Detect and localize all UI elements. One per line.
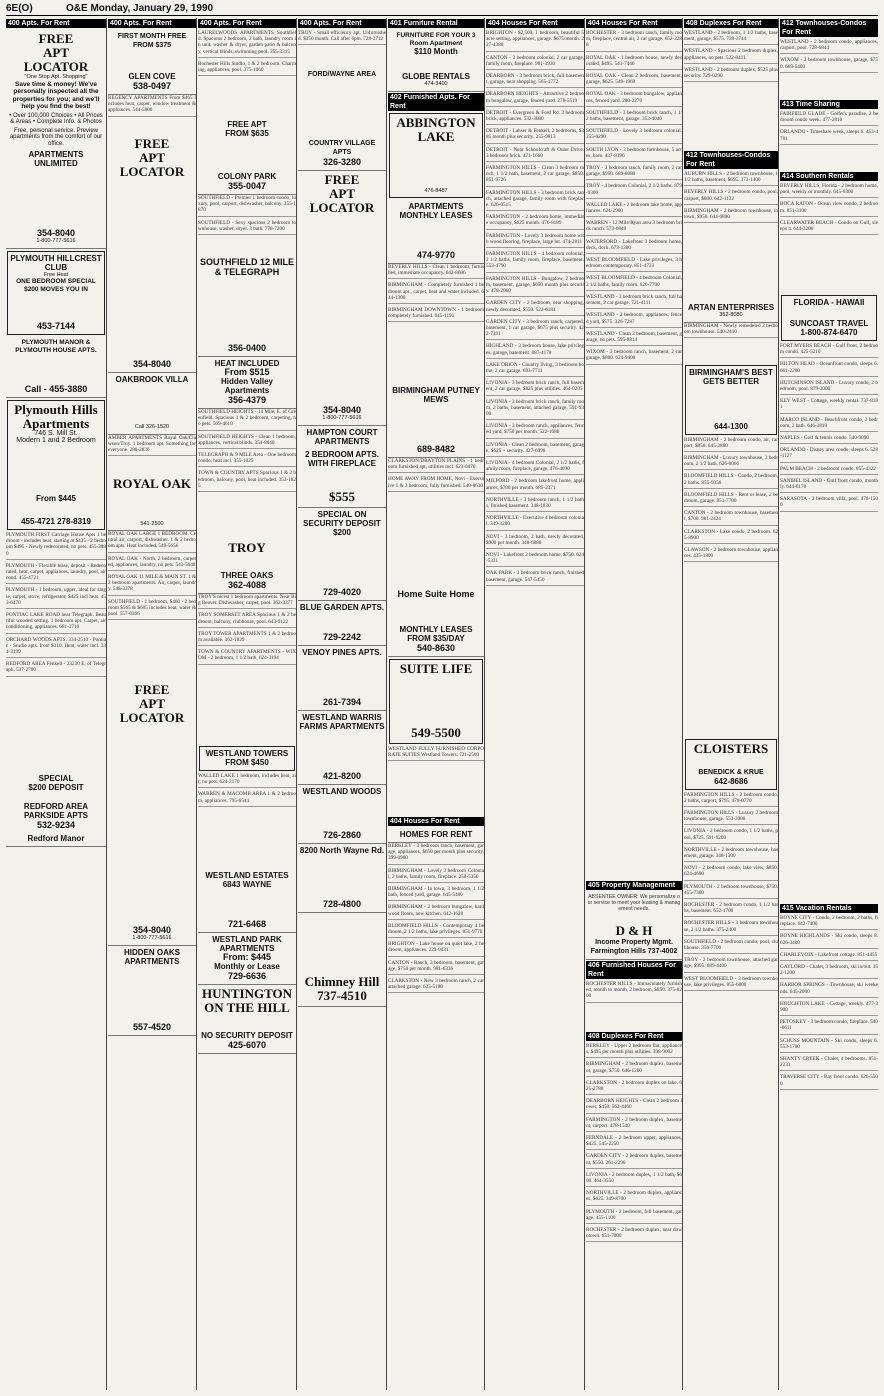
classified-listings: WALLED LAKE 1 bedroom, includes heat, air, no pets. 624-3170 WARREN & MACOMB AREA 1 & 2 bedroom, appliances. 795-6544 [198, 773, 296, 869]
category-heading: 408 Duplexes For Rent [586, 1032, 682, 1041]
ad-title: SPECIAL [38, 774, 74, 783]
ad-phone: Call - 455-3880 [24, 384, 88, 394]
suite-life-ad [389, 659, 483, 744]
ad-title: BIRMINGHAM PUTNEY MEWS [392, 386, 480, 404]
ad-area: REDFORD AREA [23, 802, 89, 811]
category-heading: 415 Vacation Rentals [780, 904, 878, 913]
ad-phone-tollfree: 1-800-777-5616 [132, 935, 172, 941]
ad-phone: 540-8630 [416, 643, 456, 653]
ad-phone: 644-1300 [714, 421, 748, 431]
ad-phone: 352-8080 [719, 312, 743, 318]
birmingham-best-ad [685, 365, 777, 435]
ad-title: COUNTRY VILLAGE APTS [308, 140, 376, 156]
ad-title: WESTLAND ESTATES [205, 871, 289, 880]
category-heading: 412 Townhouses-Condos For Rent [684, 151, 778, 169]
hidden-oaks-ad [108, 946, 196, 1036]
ad-phone: Call 326-1520 [134, 424, 170, 430]
globe-rentals-ad [388, 30, 484, 92]
ad-phone: 729-4020 [322, 586, 362, 597]
ad-title: TROY [228, 540, 266, 555]
warris-farms-ad [298, 711, 386, 785]
column-6 [486, 18, 585, 1390]
royal-oak-ad [108, 475, 196, 532]
cloisters-ad [685, 739, 777, 790]
ad-name: GLOBE RENTALS [402, 72, 470, 81]
twelve-mile-ad [198, 255, 296, 357]
home-suite-home-ad [388, 588, 484, 657]
column-1 [6, 18, 107, 1390]
classified-listings: ROYAL OAK LARGE 1 BEDROOM. Central air, carport, dishwasher. 1 & 2 bedroom apts. Heat included. 549-5656 ROYAL OAK - North. 2 bedroom, carpeted, appliances, laundry, no pets. 543-5640 ROYAL OAK 11 MILE & MAIN ST. 1 & 2 bedroom apartments. Air, carpet, laundry. 548-3378 SOUTHFIELD - 1 bedroom, $460 - 2 bedroom $565 & $605 includes heat, water & pool. 557-0366 [108, 531, 196, 681]
plymouth-hills-ad [7, 400, 105, 530]
ad-phone: 261-7394 [322, 696, 362, 707]
ad-phone: 356-4379 [227, 395, 267, 405]
masthead: O&E Monday, January 29, 1990 [66, 3, 214, 14]
classified-listings: BIRMINGHAM - Newly remodeled 2 bedroom townhouse. 540-2410 [684, 323, 778, 363]
ad-title: BLUE GARDEN APTS. [299, 602, 385, 612]
westland-park-ad [198, 933, 296, 985]
classified-listings: FAIRFIELD GLADE - Golfer's paradise, 2 bedroom condo week. 477-2810 ORLANDO - Timeshare week, sleeps 6. 453-4701 [780, 111, 878, 171]
apt-locator-ad [6, 30, 106, 249]
ad-tagline: "One Stop Apt. Shopping" [24, 74, 88, 80]
classified-listings: AUBURN HILLS - 2 bedroom townhouse, 1 1/2 baths, basement, $695. 373-1400 BEVERLY HILLS - 2 bedroom condo, pool, carport, $800. 642-1122 BIRMINGHAM - 2 bedroom townhouse, in town, $950. 644-6800 [684, 171, 778, 301]
ad-address: 6843 WAYNE [222, 880, 272, 889]
ad-title: HEAT INCLUDED [214, 359, 280, 368]
ad-phone: 557-4520 [132, 1021, 172, 1032]
homes-for-rent-ad [388, 828, 484, 843]
column-5 [388, 18, 485, 1390]
category-heading: 413 Time Sharing [780, 100, 878, 109]
ad-phone: 532-9234 [36, 820, 76, 830]
category-heading: 401 Furniture Rental [388, 19, 484, 28]
ad-title: ABBINGTON LAKE [396, 114, 476, 144]
ad-sub: Income Property Mgmt. [595, 939, 673, 946]
ad-bullets: • Over 100,000 Choices • All Prices & Areas • Complete Info. & Photos [9, 112, 103, 125]
ad-phone: 356-0400 [227, 343, 267, 353]
ad-locator: LOCATOR [309, 200, 375, 215]
column-7 [586, 18, 683, 1390]
ad-name: Hidden Valley Apartments [220, 377, 274, 395]
ad-free: FREE [134, 682, 170, 697]
ad-free: FREE [38, 31, 74, 46]
ad-apt: APT [139, 150, 165, 165]
ad-title: D & H [615, 923, 653, 938]
classified-listings: BRIGHTON - $2,500, 1 bedroom, beautiful 5 acre setting, appliances, garage. $675/month. 227-4380 CANTON - 3 bedroom colonial, 2 car garage, family room, fireplace. 981-3930 DEARBORN - 3 bedroom brick, full basement, garage, near shopping. 565-1772 DEARBORN HEIGHTS - Attractive 2 bedroom bungalow, garage, fenced yard. 278-5519 DETROIT - Evergreen & Ford Rd. 3 bedroom brick, appliances. 532-3080 DETROIT - Lahser & Fenkell, 2 bedrooms, $385 month plus security. 255-9813 DETROIT - Near Schoolcraft & Outer Drive. 3 bedroom brick. 471-1660 FARMINGTON HILLS - Clean 3 bedroom ranch, 1 1/2 bath, basement, 2 car garage, $850. 851-9726 FARMINGTON HILLS - 3 bedroom brick ranch, attached garage, family room with fireplace. 626-0515 FARMINGTON - 2 bedroom home, immediate occupancy, $625 month. 476-8189 FARMINGTON - Lovely 3 bedroom home with wood flooring, fireplace, large lot. 474-2811 FARMINGTON HILLS - 4 bedroom colonial, 2 1/2 baths, family room, fireplace, basement. 553-4790 FARMINGTON HILLS - Bungalow, 2 bedroom, basement, garage, $650 month plus security. 478-2060 GARDEN CITY - 2 bedroom, near shopping, newly decorated, $550. 522-6184 GARDEN CITY - 3 bedroom ranch, carpeted, basement, 1 car garage, $675 plus security. 422-7391 HIGHLAND - 3 bedroom house, lake privileges, garage, basement. 887-4170 LAKE ORION - Country living, 3 bedroom home, 2 car garage. 693-7711 LIVONIA - 3 bedroom brick ranch, full basement, 2 car garage, $825 plus utilities. 464-0205 LIVONIA - 3 bedroom brick ranch, family room, 2 baths, basement, attached garage. 591-9300 LIVONIA - 3 bedroom ranch, appliances, fenced yard, $750 per month. 522-1080 LIVONIA - Clean 2 bedroom, basement, garage, $625 + security. 427-6990 LIVONIA - 4 bedroom Colonial, 2 1/2 baths, family room, fireplace, garage. 476-4090 MILFORD - 2 bedroom lakefront home, appliances, $700 per month. 685-2371 NORTHVILLE - 3 bedroom ranch, 1 1/2 baths, finished basement. 348-1830 NORTHVILLE - Executive 4 bedroom colonial. 349-3200 NOVI - 3 bedroom, 2 bath, newly decorated, $900 per month. 348-6880 NOVI - Lakefront 2 bedroom home, $750. 624-5331 OAK PARK - 3 bedroom brick ranch, finished basement, garage. 547-5450 [486, 30, 584, 1370]
ad-phone-tollfree: 1-800-777-5616 [322, 415, 362, 421]
ad-phone: 474-9770 [416, 250, 456, 260]
classified-listings: BIRMINGHAM - 2 bedroom condo, air, carport, $850. 645-2880 BIRMINGHAM - Luxury townhouse, 3 bedroom, 2 1/2 bath. 626-0066 BLOOMFIELD HILLS - Condo, 2 bedroom, 2 baths. 855-9350 BLOOMFIELD HILLS - Rent or lease, 2 bedroom, garage. 851-7700 CANTON - 2 bedroom townhouse, basement, $700. 981-2424 CLARKSTON - Lake condo, 2 bedroom. 625-8900 CLAWSON - 2 bedroom townhouse, appliances. 435-1800 [684, 437, 778, 737]
ad-phone: 425-6070 [227, 1040, 267, 1050]
ad-title: FLORIDA - HAWAII [793, 298, 865, 307]
category-heading: 412 Townhouses-Condos For Rent [780, 19, 878, 37]
huntington-ad [198, 985, 296, 1054]
ad-locator: LOCATOR [23, 59, 89, 74]
ad-price: $555 [329, 488, 355, 504]
classified-listings: BEVERLY HILLS - Clean 1 bedroom, furnished, immediate occupancy. 642-8686 BIRMINGHAM - Completely furnished 1 bedroom apt., carpet, heat and water included. 644-1300 BIRMINGHAM DOWNTOWN - 1 bedroom completely furnished. 645-1191 [388, 264, 484, 384]
ad-free: FREE [134, 136, 170, 151]
ad-title: WESTLAND TOWERS [205, 749, 289, 758]
ad-offer: ONE BEDROOM SPECIAL $200 MOVES YOU IN [16, 278, 96, 293]
ad-title: WESTLAND WARRIS FARMS APARTMENTS [299, 712, 385, 731]
ad-title: FREE APT [227, 120, 267, 129]
ad-offer: $200 DEPOSIT [28, 783, 84, 792]
free-apt-ad [198, 118, 296, 195]
oakbrook-ad [108, 373, 196, 435]
artan-ad [684, 301, 778, 323]
security-deposit-ad [298, 508, 386, 601]
category-heading: 404 Houses For Rent [486, 19, 584, 28]
ad-apt: APT [139, 696, 165, 711]
ad-title: APARTMENTS MONTHLY LEASES [399, 202, 473, 220]
classified-listings: BERKLEY - 3 bedroom ranch, basement, garage, appliances, $650 per month plus security. 399-0900 BIRMINGHAM - Lovely 3 bedroom Colonial, 2 baths, family room, fireplace. 258-5350 BIRMINGHAM - In town, 3 bedroom, 1 1/2 bath, fenced yard, garage. 645-5400 BIRMINGHAM - 2 bedroom bungalow, hardwood floors, new kitchen. 642-1620 BLOOMFIELD HILLS - Contemporary 4 bedroom, 2 1/2 baths, lake privileges. 851-9770 BRIGHTON - Lake house on quiet lake, 2 bedroom, appliances. 229-9431 CANTON - Ranch, 3 bedroom, basement, garage, $750 per month. 981-6336 CLARKSTON - New 3 bedroom ranch, 2 car attached garage. 625-5180 [388, 843, 484, 1173]
ad-sub: Modern 1 and 2 Bedroom [16, 436, 96, 444]
ad-name: GLEN COVE [128, 72, 176, 81]
classified-listings: SOUTHFIELD HEIGHTS - 14 Mile, E. of Greenfield. Spacious 1 & 2 bedroom, carpeting, no pets. 569-4610 SOUTHFIELD HEIGHTS - Clean 1 bedroom, appliances, vertical blinds. 354-8040 TELEGRAPH & 9 MILE Area - One bedroom condo, heat incl. 355-1025 TOWN & COUNTRY APTS Spacious 1 & 2 bedroom, balcony, pool, heat included. 353-1825 [198, 409, 296, 539]
glen-cove-ad [108, 30, 196, 95]
ad-title: WESTLAND PARK APARTMENTS [212, 935, 282, 953]
ad-phone: 326-3280 [322, 157, 362, 167]
classified-listings: WESTLAND FULLY FURNISHED CORPORATE SUITES Westland Towers. 721-2500 [388, 746, 484, 816]
ad-sub: BENEDICK & KRUE [698, 768, 764, 776]
ad-title: PLYMOUTH HILLCREST CLUB [10, 253, 102, 272]
column-8 [684, 18, 779, 1390]
ad-phone: 729-2242 [322, 631, 362, 642]
ad-title: ARTAN ENTERPRISES [687, 303, 775, 312]
category-heading: 406 Furnished Houses For Rent [586, 961, 682, 979]
classified-listings: BERKLEY - Upper 2 bedroom flat, appliances, $495 per month plus utilities. 398-9002 BIRMINGHAM - 2 bedroom duplex, basement, garage, $750. 646-1200 CLARKSTON - 2 bedroom duplex on lake. 625-2780 DEARBORN HEIGHTS - Clean 2 bedroom lower, $450. 562-4460 FARMINGTON - 2 bedroom duplex, basement, carport. 478-1540 FERNDALE - 2 bedroom upper, appliances, $425. 545-2250 GARDEN CITY - 2 bedroom duplex, basement, $550. 261-2290 LIVONIA - 2 bedroom duplex, 1 1/2 bath, $600. 464-3550 NORTHVILLE - 2 bedroom duplex, appliances, $625. 349-8700 PLYMOUTH - 2 bedroom, full basement, garage. 455-1100 ROCHESTER - 2 bedroom duplex, near downtown. 651-7000 [586, 1043, 682, 1343]
ad-title: HOMES FOR RENT [399, 830, 473, 839]
ad-manor: Redford Manor [27, 834, 85, 843]
ad-phone: 642-8686 [714, 776, 748, 786]
ad-title: 8200 North Wayne Rd. [299, 845, 385, 855]
classified-listings: BOYNE CITY - Condo, 2 bedroom, 2 baths, fireplace. 642-7400 BOYNE HIGHLANDS - Ski condo, sleeps 8. 626-3400 CHARLEVOIX - Lakefront cottage. 851-4455 GAYLORD - Chalet, 3 bedroom, ski in/out. 352-1200 HARBOR SPRINGS - Townhouse, ski weekends. 645-2000 HOUGHTON LAKE - Cottage, weekly. 477-3900 PETOSKEY - 3 bedroom condo, fireplace. 540-6611 SCHUSS MOUNTAIN - Ski condo, sleeps 6. 553-1700 SHANTY CREEK - Chalet, 4 bedrooms. 851-2233 TRAVERSE CITY - Bay front condo. 626-5500 [780, 915, 878, 1295]
ad-title: VENOY PINES APTS. [302, 647, 382, 657]
ad-phone: 737-4510 [317, 987, 367, 1003]
ad-phone-tollfree: 1-800-777-5616 [36, 238, 76, 244]
putney-mews-ad [388, 384, 484, 458]
category-heading: 400 Apts. For Rent [108, 19, 196, 28]
classified-listings: TROY'S nicest 1 bedroom apartments. Near Big Beaver. Dishwasher, carpet, pool. 362-3377 TROY SOMERSET AREA Spacious 1 & 2 bedroom, balcony, clubhouse, pool. 643-9122 TROY TOWER APARTMENTS 1 & 2 bedroom available. 362-1829 TOWN & COUNTRY APARTMENTS - WIXOM - 2 bedroom, 1 1/2 bath, 624-3194 [198, 594, 296, 744]
apt-locator-ad [108, 135, 196, 373]
ad-brand: APARTMENTS UNLIMITED [28, 150, 84, 168]
category-heading: 414 Southern Rentals [780, 172, 878, 181]
category-heading: 404 Houses For Rent [388, 817, 484, 826]
country-village-ad [298, 68, 386, 171]
ad-title: SPECIAL ON SECURITY DEPOSIT $200 [303, 509, 381, 537]
ad-phone: 728-4800 [322, 898, 362, 909]
ad-phone: 549-5500 [411, 725, 461, 740]
ad-phone: 354-8040 [132, 925, 172, 935]
ad-title: CLOISTERS [693, 740, 769, 756]
ad-phone: 354-8040 [36, 228, 76, 238]
ad-offer: 2 BEDROOM APTS. WITH FIREPLACE [305, 449, 379, 468]
category-heading: 408 Duplexes For Rent [684, 19, 778, 28]
ad-title: SOUTHFIELD 12 MILE & TELEGRAPH [199, 257, 294, 277]
hampton-court-ad [298, 426, 386, 508]
ad-price: From: $445 [222, 952, 272, 962]
ad-name: PARKSIDE APTS [23, 811, 88, 820]
ad-name: THREE OAKS [220, 571, 274, 580]
ad-title: Home Suite Home [397, 589, 475, 599]
page-header [6, 3, 878, 16]
ad-name: SUNCOAST TRAVEL [789, 319, 869, 328]
ad-phone: 476-8487 [424, 187, 448, 194]
classified-listings: FORT MYERS BEACH - Gulf front, 2 bedroom condo. 425-5210 HILTON HEAD - Oceanfront condo, sleeps 6. 661-2200 HUTCHINSON ISLAND - Luxury condo, 2 bedroom, pool. 879-3000 KEY WEST - Cottage, weekly rental. 737-8181 MARCO ISLAND - Beachfront condo, 2 bedroom, 2 bath. 646-3810 NAPLES - Golf & tennis condo. 540-9090 ORLANDO - Disney area condo, sleeps 6. 528-1127 PALM BEACH - 2 bedroom condo. 855-4322 SANIBEL ISLAND - Gulf front condo, monthly. 644-6170 SARASOTA - 2 bedroom villa, pool. 478-1500 [780, 343, 878, 903]
classified-listings: WESTLAND - 2 bedroom condo, appliances, carport, pool. 728-6844 WIXOM - 2 bedroom townhouse, garage, $750. 669-5400 [780, 39, 878, 99]
ad-sub: Free Heat [43, 271, 69, 278]
ad-phone: 453-7144 [36, 321, 76, 331]
monthly-leases-ad [388, 200, 484, 264]
special-deposit-ad [6, 772, 106, 847]
ad-phone: 541-2500 [140, 520, 164, 527]
category-heading: 404 Houses For Rent [586, 19, 682, 28]
classified-listings: BEVERLY HILLS, Florida - 2 bedroom home, pool, weekly or monthly. 645-6300 BOCA RATON - Ocean view condo, 2 bedroom. 851-3100 CLEARWATER BEACH - Condo on Gulf, sleeps 4. 644-3200 [780, 183, 878, 293]
westland-woods-ad [298, 785, 386, 844]
ad-phone: 689-8482 [416, 444, 456, 454]
ad-phone: 721-6468 [227, 919, 267, 929]
ad-offer: FROM $450 [225, 758, 269, 767]
category-heading: 402 Furnished Apts. For Rent [388, 93, 484, 111]
ad-price: FROM $375 [132, 42, 172, 49]
westland-estates-ad [198, 869, 296, 933]
classified-listings: PLYMOUTH FIRST Carriage House Apts 1 bedroom - includes heat, starting at $435 - 2 bedroom $495 - Newly redecorated, no pets. 455-3880 PLYMOUTH - Flexible lease, deposit - Redecorated, heat, carpet, appliances, laundry, pool, air cond. 455-4721 PLYMOUTH - 1 bedroom, upper, ideal for single, carpet, stove, refrigerator, $425 incl heat. 453-6470 PONTIAC LAKE ROAD near Telegraph. Beautiful wooded setting. 1 bedroom apt. Carpet, air conditioning, appliances. 681-3710 ORCHARD WOODS APTS. 334-2510 - Pontiac - Studio apts. from $310. Heat, water incl. 334-3199 REDFORD AREA Fenkell - 23230 E. of Telegraph. 537-2700 [6, 532, 106, 772]
ad-title: FURNITURE FOR YOUR 3 Room Apartment [396, 32, 476, 47]
apt-locator-ad [298, 171, 386, 426]
ad-address: 746 S. Mill St. [34, 430, 78, 437]
wayne-rd-ad [298, 844, 386, 913]
classified-listings: WESTLAND - 2 bedroom, 1 1/2 baths, basement, garage, $575. 728-3744 WESTLAND - Spacious 2 bedroom duplex, appliances, no pets. 522-8411 WESTLAND - 2 bedroom duplex, $525 plus security. 729-0290 [684, 30, 778, 150]
category-heading: 405 Property Management [586, 881, 682, 890]
ad-pitch: Save time & money! We've personally inspected all the properties for you; and we'll help you find the best! [12, 80, 100, 110]
suncoast-travel-ad [781, 295, 877, 341]
ad-phone: 354-8040 [322, 405, 362, 415]
ad-lease: Monthly or Lease [214, 962, 280, 971]
dh-property-ad [586, 892, 682, 960]
classified-listings: ABSENTEE OWNER: We personalize our service to meet your leasing & management needs. [587, 894, 681, 913]
ad-locator: LOCATOR [119, 710, 185, 725]
ad-title: PLYMOUTH MANOR & PLYMOUTH HOUSE APTS. [15, 339, 97, 354]
category-heading: 400 Apts. For Rent [6, 19, 106, 28]
ad-phone: 726-2860 [322, 829, 362, 840]
ad-phone: 421-8200 [322, 770, 362, 781]
hillcrest-ad [7, 251, 105, 336]
classified-listings: TROY - Small efficiency apt. Unfurnished. $350 month. Call after 6pm. 728-3712 [298, 30, 386, 68]
ad-title: ROYAL OAK [113, 475, 191, 491]
ad-title: HUNTINGTON ON THE HILL [201, 986, 293, 1015]
ad-title: HIDDEN OAKS APARTMENTS [123, 947, 180, 966]
ad-area: FORD/WAYNE AREA [307, 71, 377, 78]
ad-phone: 354-8040 [132, 359, 172, 369]
classified-listings: ROCHESTER - 3 bedroom ranch, family room, fireplace, central air, 2 car garage. 652-2288 ROYAL OAK - 1 bedroom house, newly decorated, $495. 541-7440 ROYAL OAK - Clean 2 bedroom, basement, garage, $625. 549-1969 ROYAL OAK - 3 bedroom bungalow, appliances, fenced yard. 280-2270 SOUTHFIELD - 3 bedroom brick ranch, 1 1/2 baths, basement, garage. 353-4040 SOUTHFIELD - Lovely 3 bedroom colonial. 355-0290 SOUTH LYON - 3 bedroom farmhouse, 5 acres, barn. 437-8196 TROY - 3 bedroom ranch, family room, 2 car garage, $950. 689-8080 TROY - 4 bedroom Colonial, 2 1/2 baths. 879-9300 WALLED LAKE - 2 bedroom lake home, appliances. 624-2900 WARREN - 12 Mile/Ryan area 3 bedroom brick ranch. 573-6840 WATERFORD - Lakefront 3 bedroom home, deck, dock. 673-1300 WEST BLOOMFIELD - Lake privileges, 3 bedroom contemporary. 851-4733 WEST BLOOMFIELD - 4 bedroom Colonial, 2 1/2 baths, family room. 626-7700 WESTLAND - 3 bedroom brick ranch, full basement, 2 car garage. 721-4111 WESTLAND - 2 bedroom, appliances, fenced yard, $575. 326-7287 WESTLAND - Clean 3 bedroom, basement, garage, no pets. 595-8814 WIXOM - 3 bedroom ranch, basement, 2 car garage, $800. 624-9400 [586, 30, 682, 880]
ad-apt: APT [43, 45, 69, 60]
westland-towers-ad [199, 746, 295, 771]
ad-price: From $445 [35, 494, 77, 503]
ad-title: Chimney Hill [304, 973, 380, 989]
ad-locator: LOCATOR [119, 164, 185, 179]
ad-title: SUITE LIFE [399, 661, 473, 676]
troy-ad [198, 539, 296, 594]
classified-listings: ROCHESTER HILLS - Immaculately furnished, month to month, 2 bedroom, $850. 375-0200 [586, 981, 682, 1031]
ad-price: From $515 [224, 367, 270, 377]
ad-price: FROM $635 [225, 129, 269, 138]
ad-lease: MONTHLY LEASES FROM $35/DAY [399, 625, 473, 643]
column-3 [198, 18, 297, 1390]
ad-apt: APT [329, 186, 355, 201]
column-9 [780, 18, 878, 1390]
ad-title: HAMPTON COURT APARTMENTS [306, 427, 378, 446]
ad-title: WESTLAND WOODS [302, 786, 382, 796]
ad-phone: 355-0047 [227, 181, 267, 191]
ad-title: BIRMINGHAM'S BEST GETS BETTER [689, 367, 773, 386]
ad-offer: NO SECURITY DEPOSIT [201, 1031, 293, 1040]
page-label: 6E(O) [6, 3, 33, 14]
ad-phone: 729-6636 [227, 971, 267, 981]
category-heading: 400 Apts. For Rent [198, 19, 296, 28]
ad-title: Plymouth Hills Apartments [14, 402, 98, 431]
classified-listings: CLARKSTON/DRAYTON PLAINS - 1 bedroom furnished apt, utilities incl. 623-0470 HOME AWAY FROM HOME, Novi - Executive 1 & 2 bedroom, fully furnished. 540-8630 [388, 458, 484, 588]
apt-locator-ad-2 [108, 681, 196, 946]
venoy-pines-ad [298, 646, 386, 711]
column-4 [298, 18, 387, 1390]
hidden-valley-ad [198, 357, 296, 409]
ad-phone: 455-4721 278-8319 [21, 517, 91, 526]
category-heading: 400 Apts. For Rent [298, 19, 386, 28]
classified-listings: REGENCY APARTMENTS From $465 Includes heat, carpet, window treatment & appliances. 544-5800 [108, 95, 196, 135]
classified-listings: FARMINGTON HILLS - 2 bedroom condo, 2 baths, carport, $795. 478-0770 FARMINGTON HILLS - Luxury 2 bedroom townhouse, garage. 553-3080 LIVONIA - 2 bedroom condo, 1 1/2 baths, pool, $725. 591-9200 NORTHVILLE - 2 bedroom townhouse, basement, garage. 348-1300 NOVI - 2 bedroom condo, lake view, $850. 624-4600 PLYMOUTH - 2 bedroom townhouse, $750. 455-7300 ROCHESTER - 2 bedroom condo, 1 1/2 baths, basement. 652-1700 ROCHESTER HILLS - 3 bedroom townhouse, 2 1/2 baths. 375-2400 SOUTHFIELD - 2 bedroom condo, pool, clubhouse. 356-7700 TROY - 2 bedroom townhouse, attached garage, $995. 689-4400 WEST BLOOMFIELD - 3 bedroom townhouse, lake privileges. 855-6800 [684, 792, 778, 1222]
manor-ad [6, 337, 106, 398]
chimney-hill-ad [298, 913, 386, 1007]
ad-title: OAKBROOK VILLA [115, 375, 189, 384]
ad-name: COLONY PARK [217, 172, 277, 181]
ad-phone: 1-800-874-6470 [800, 328, 858, 337]
ad-phone: 474-3400 [424, 81, 448, 87]
ad-price: $110 Month [414, 47, 458, 56]
classified-listings: SOUTHFIELD - Premier 1 bedroom condo, luxury, pool, carport, dishwasher, balcony. 355-1870 SOUTHFIELD - Sexy spacious 2 bedroom townhouse, washer, dryer. 3 bath. 778-7200 [198, 195, 296, 255]
blue-garden-ad [298, 601, 386, 646]
ad-service: Free, personal service. Preview apartments from the comfort of our office. [9, 127, 103, 147]
abbington-ad [389, 113, 483, 199]
ad-title: FIRST MONTH FREE [117, 33, 187, 40]
classified-listings: LAURELWOODS APARTMENTS Southfield. Spacious 2 bedroom, 2 bath, laundry room in unit, washer & dryer, garden patio & balcony, vertical blinds, swimming pool. 355-3315 Rochester Hills Studio, 1 & 2 bedroom. Charming, appliances, pool. 375-1060 [198, 30, 296, 118]
ad-phone: 362-4088 [227, 580, 267, 590]
ad-phone: 538-0497 [132, 81, 172, 91]
classified-listings: AMBER APARTMENTS Royal Oak/Clawson/Troy. 1 bedroom apt. Something for everyone. 280-2830 [108, 435, 196, 475]
ad-phone: Farmington Hills 737-4002 [590, 948, 678, 955]
column-2 [108, 18, 197, 1390]
ad-free: FREE [324, 172, 360, 187]
